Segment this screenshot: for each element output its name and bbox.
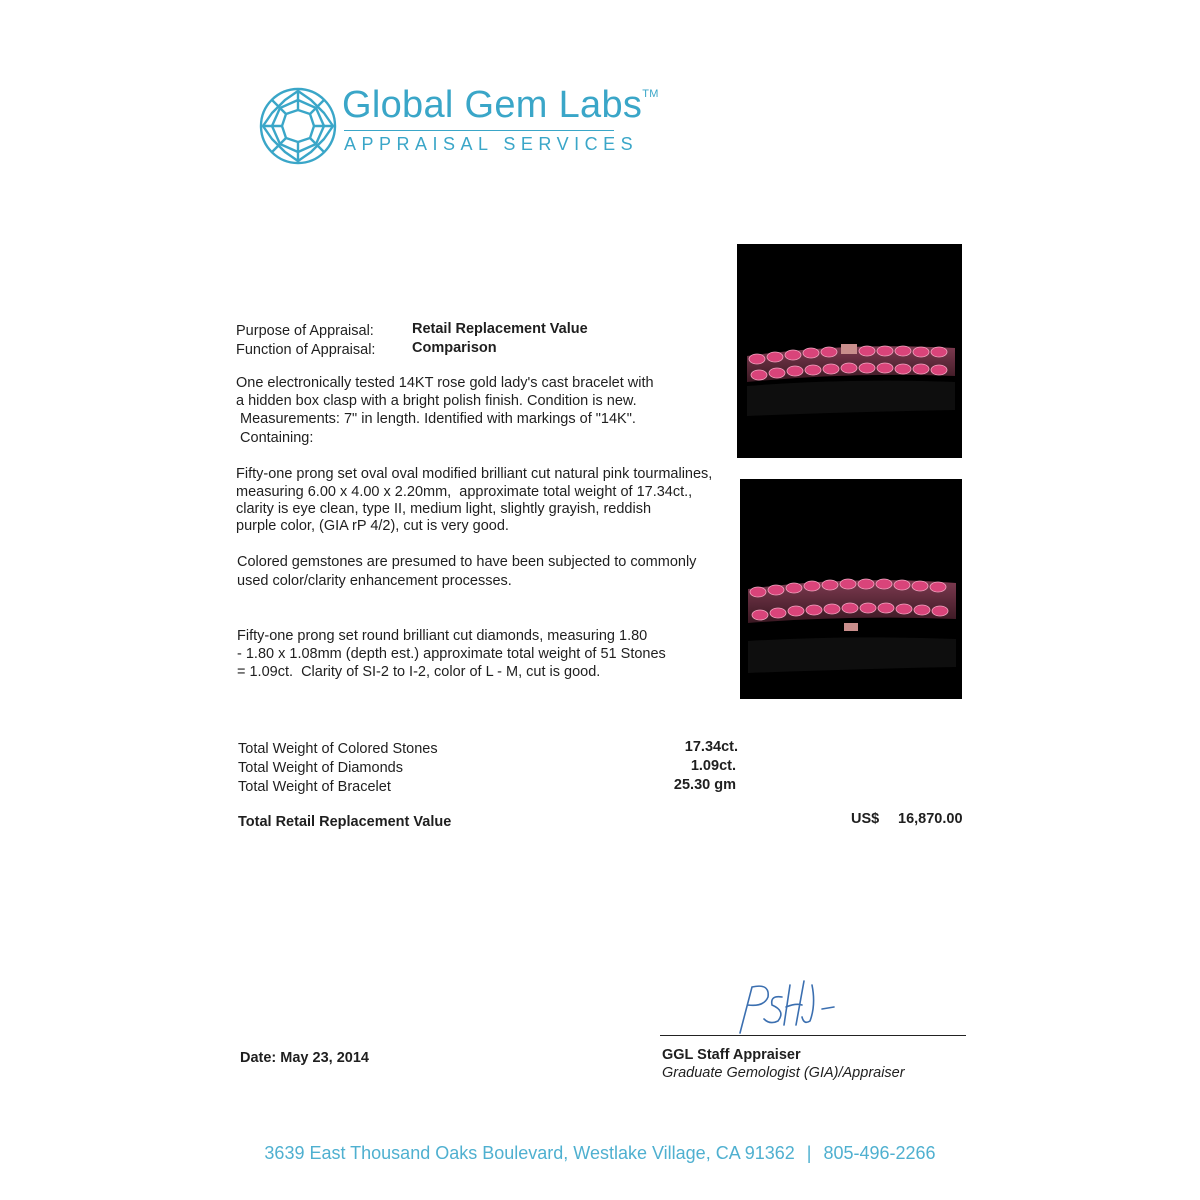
total-colored-label: Total Weight of Colored Stones <box>238 741 438 757</box>
brand-subtitle: APPRAISAL SERVICES <box>344 134 639 154</box>
function-label: Function of Appraisal: <box>236 342 376 358</box>
description-line: Measurements: 7" in length. Identified with markings of "14K". <box>236 411 636 427</box>
diamond-gem-icon <box>258 86 338 166</box>
total-bracelet-label: Total Weight of Bracelet <box>238 779 391 795</box>
function-value: Comparison <box>412 340 497 356</box>
total-colored-value: 17.34ct. <box>684 739 738 755</box>
bracelet-photo <box>737 244 962 458</box>
tourmaline-line: measuring 6.00 x 4.00 x 2.20mm, approximate total weight of 17.34ct., <box>236 484 693 500</box>
diamond-line: Fifty-one prong set round brilliant cut diamonds, measuring 1.80 <box>237 628 648 644</box>
brand-name: Global Gem Labs™ <box>342 84 659 126</box>
appraiser-title: GGL Staff Appraiser <box>662 1047 801 1063</box>
retail-value-amount: 16,870.00 <box>898 811 963 827</box>
tourmaline-line: clarity is eye clean, type II, medium light, slightly grayish, reddish <box>236 501 652 517</box>
footer-separator: | <box>806 1143 812 1163</box>
footer-contact <box>0 1143 1200 1164</box>
total-diamonds-label: Total Weight of Diamonds <box>238 760 403 776</box>
bracelet-photo-2 <box>740 479 962 699</box>
total-bracelet-value: 25.30 gm <box>673 777 736 793</box>
currency-label: US$ <box>851 811 880 827</box>
purpose-value: Retail Replacement Value <box>412 321 588 337</box>
retail-value-label: Total Retail Replacement Value <box>238 814 452 830</box>
diamond-line: - 1.80 x 1.08mm (depth est.) approximate total weight of 51 Stones <box>237 646 666 662</box>
bracelet-photo-1 <box>737 244 962 458</box>
description-line: a hidden box clasp with a bright polish finish. Condition is new. <box>236 393 637 409</box>
footer-address: 3639 East Thousand Oaks Boulevard, Westlake Village, CA 91362 <box>264 1143 795 1163</box>
footer-phone: 805-496-2266 <box>823 1143 936 1163</box>
tourmaline-line: Fifty-one prong set oval oval modified brilliant cut natural pink tourmalines, <box>236 466 713 482</box>
description-line: Containing: <box>236 430 314 446</box>
signature-graphic <box>730 975 840 1035</box>
description-line: One electronically tested 14KT rose gold lady's cast bracelet with <box>236 375 654 391</box>
total-diamonds-value: 1.09ct. <box>690 758 736 774</box>
bracelet-photo <box>740 479 962 699</box>
diamond-line: = 1.09ct. Clarity of SI-2 to I-2, color of L - M, cut is good. <box>237 664 601 680</box>
signature-line <box>660 1035 966 1036</box>
brand-divider <box>344 130 614 131</box>
trademark-mark: TM <box>642 88 659 100</box>
appraiser-credential: Graduate Gemologist (GIA)/Appraiser <box>662 1065 905 1081</box>
treatment-line: Colored gemstones are presumed to have been subjected to commonly <box>237 554 697 570</box>
purpose-label: Purpose of Appraisal: <box>236 323 374 339</box>
tourmaline-line: purple color, (GIA rP 4/2), cut is very good. <box>236 518 509 534</box>
treatment-line: used color/clarity enhancement processes. <box>237 573 512 589</box>
appraisal-date: Date: May 23, 2014 <box>240 1050 369 1066</box>
